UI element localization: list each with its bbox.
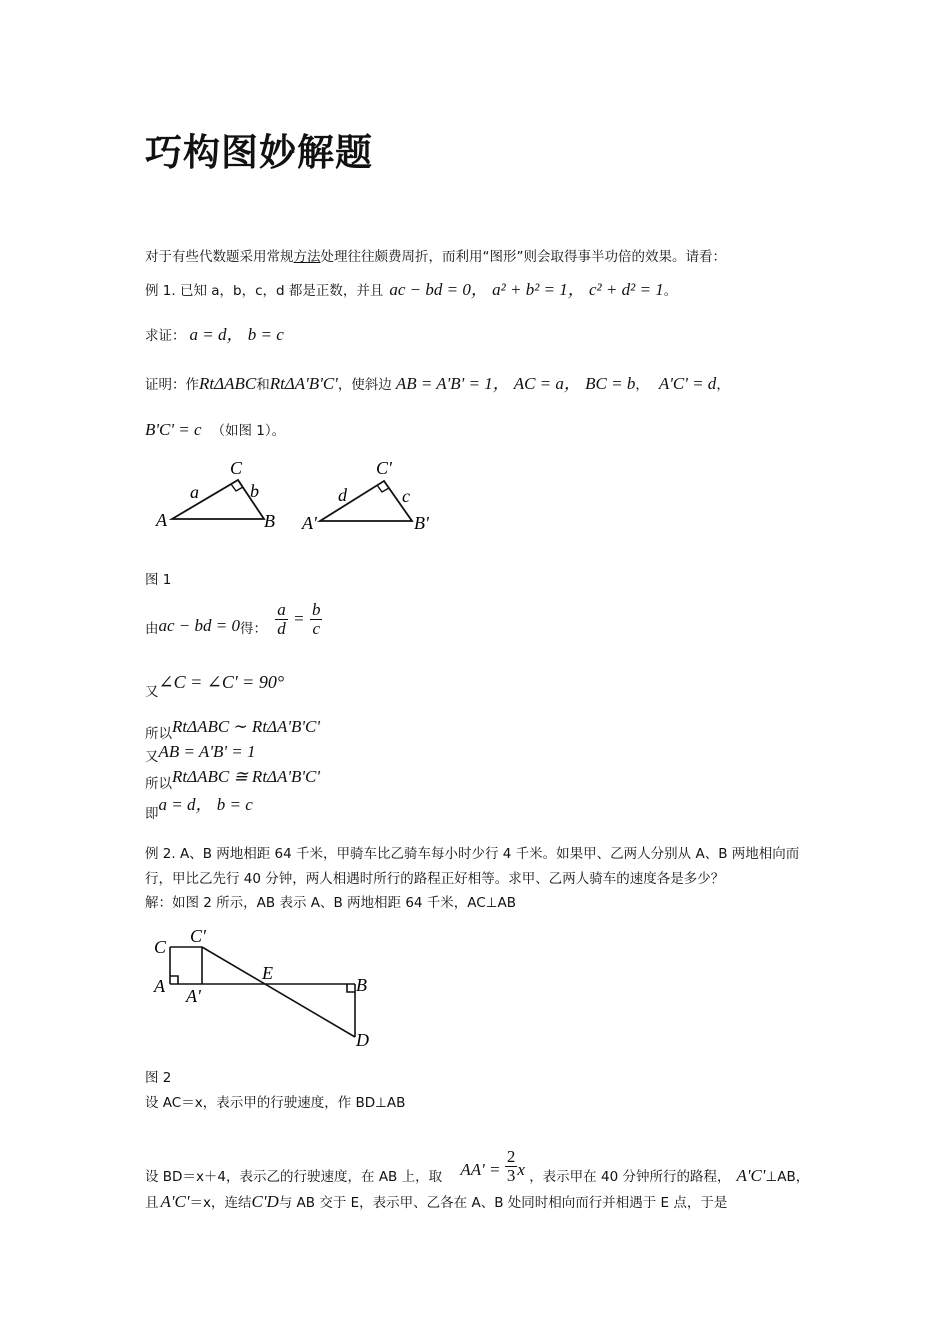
label-point-a: A	[154, 976, 165, 996]
line6-text-c: 与 AB 交于 E，表示甲、乙各在 A、B 处同时相向而行并相遇于 E 点，于是	[278, 1195, 728, 1211]
label-point-c: C	[154, 937, 167, 957]
also-text: 又	[145, 684, 159, 700]
ex1-congruent-line	[145, 767, 320, 794]
label-b-point: B	[264, 511, 275, 531]
hypotenuse-conditions: AB = A'B' = 1， AC = a， BC = b	[395, 374, 636, 393]
proof-label: 证明：作	[145, 377, 199, 393]
frac-den-3: 3	[506, 1166, 516, 1185]
ex1-proof-line	[145, 374, 730, 395]
intro-paragraph	[145, 247, 726, 267]
intro-text-after: 处理往往颇费周折，而利用“图形”则会取得事半功倍的效果。请看：	[320, 249, 726, 265]
figure-2	[150, 925, 380, 1053]
aa1-x: x	[517, 1160, 525, 1179]
label-point-d: D	[356, 1030, 369, 1050]
fraction-b-over-c	[310, 601, 323, 638]
fraction-two-thirds	[505, 1148, 518, 1185]
frac-den-c: c	[312, 618, 320, 638]
also-text-2: 又	[145, 749, 159, 765]
rt-triangle-a1b1c1: RtΔA'B'C'	[269, 374, 338, 393]
ex1-lead: 例 1. 已知 a，b，c，d 都是正数，并且	[145, 283, 384, 299]
label-side-d: d	[338, 485, 347, 505]
aa1-label: AA' =	[460, 1160, 501, 1179]
similar-formula: RtΔABC ∼ RtΔA'B'C'	[172, 717, 321, 736]
ex1-similar-line	[145, 717, 320, 744]
figure-2-caption: 图 2	[145, 1070, 172, 1086]
rt-triangle-abc: RtΔABC	[199, 374, 257, 393]
result-formula: a = d， b = c	[158, 795, 253, 814]
ex1-prove	[145, 325, 284, 346]
ex1-conditions-formula: ac − bd = 0， a² + b² = 1， c² + d² = 1	[389, 280, 664, 299]
frac-num-a: a	[277, 599, 286, 619]
ex1-result-line	[145, 795, 253, 824]
triangle-abc	[155, 458, 275, 531]
label-a-point: A	[156, 510, 167, 530]
ex2-line-5	[145, 1148, 809, 1187]
frac-den-d: d	[277, 618, 286, 638]
make-text: ，使斜边	[337, 377, 392, 393]
prove-formula: a = d， b = c	[189, 325, 284, 344]
ex1-angle-line	[145, 672, 284, 702]
b1c1-condition: B'C' = c	[145, 420, 202, 439]
congruent-formula: RtΔABC ≅ RtΔA'B'C'	[172, 767, 321, 786]
ex1-ab-line	[145, 742, 255, 767]
label-a1-point: A'	[302, 513, 317, 533]
label-point-a1: A'	[186, 986, 201, 1006]
ex2-line-2: 行，甲比乙先行 40 分钟，两人相遇时所行的路程正好相等。求甲、乙两人骑车的速度各是多少？	[145, 871, 725, 887]
frac-num-b: b	[311, 599, 321, 619]
prove-label: 求证：	[145, 328, 186, 344]
line5-text-a: 设 BD＝x＋4，表示乙的行驶速度，在 AB 上，取	[145, 1169, 443, 1185]
label-c-point: C	[230, 458, 243, 478]
label-side-c: c	[402, 486, 410, 506]
label-c1-point: C'	[376, 458, 392, 478]
label-point-c1: C'	[190, 926, 206, 946]
c1d-label: C'D	[251, 1192, 279, 1211]
ex2-line-6	[145, 1192, 727, 1213]
method-link[interactable]: 方法	[293, 249, 321, 265]
a1c1-label: A'C'	[736, 1166, 766, 1185]
see-figure-text: （如图 1）。	[211, 423, 286, 439]
line5-text-b: ，表示甲在 40 分钟所行的路程，	[529, 1169, 731, 1185]
ex2-line-1: 例 2. A、B 两地相距 64 千米，甲骑车比乙骑车每小时少行 4 千米。如果甲、乙两人分别从 A、B 两地相向而	[145, 846, 800, 862]
ex1-ratio-line	[145, 596, 322, 652]
a1c1-label-2: A'C'	[160, 1192, 190, 1211]
separator: ，	[716, 377, 730, 393]
so-text-2: 所以	[145, 776, 172, 792]
line5-text-c: ⊥AB，	[765, 1169, 810, 1185]
label-side-b: b	[250, 481, 259, 501]
frac-num-2: 2	[506, 1147, 516, 1166]
label-b1-point: B'	[414, 513, 429, 533]
a1c1-condition: A'C' = d	[658, 374, 717, 393]
line6-text-b: ＝x，连结	[189, 1195, 252, 1211]
page-title: 巧构图妙解题	[145, 131, 373, 174]
ex2-line-4: 设 AC＝x，表示甲的行驶速度，作 BD⊥AB	[145, 1095, 406, 1111]
get-text: 得：	[240, 621, 267, 637]
fraction-a-over-d	[275, 601, 288, 638]
separator: ，	[635, 377, 649, 393]
figure-1-caption: 图 1	[145, 572, 172, 588]
ex1-proof-line2	[145, 420, 285, 441]
ex2-line-3: 解：如图 2 所示，AB 表示 A、B 两地相距 64 千米，AC⊥AB	[145, 895, 516, 911]
that-is-text: 即	[145, 806, 159, 822]
so-text: 所以	[145, 726, 172, 742]
label-side-a: a	[190, 482, 199, 502]
ex1-end: 。	[663, 283, 678, 299]
figure-1	[150, 455, 450, 540]
equals-sign: =	[294, 609, 304, 628]
label-point-e: E	[262, 963, 273, 983]
line6-text-a: 且	[145, 1195, 159, 1211]
intro-text-before: 对于有些代数题采用常规	[145, 249, 294, 265]
ex1-statement	[145, 280, 677, 301]
by-text: 由	[145, 621, 159, 637]
ab-equals-formula: AB = A'B' = 1	[158, 742, 256, 761]
label-point-b: B	[356, 975, 367, 995]
right-angle-formula: ∠C = ∠C' = 90°	[158, 672, 285, 692]
equation-ac-bd: ac − bd = 0	[158, 616, 240, 635]
triangle-a1b1c1	[301, 458, 430, 533]
and-text: 和	[256, 377, 270, 393]
